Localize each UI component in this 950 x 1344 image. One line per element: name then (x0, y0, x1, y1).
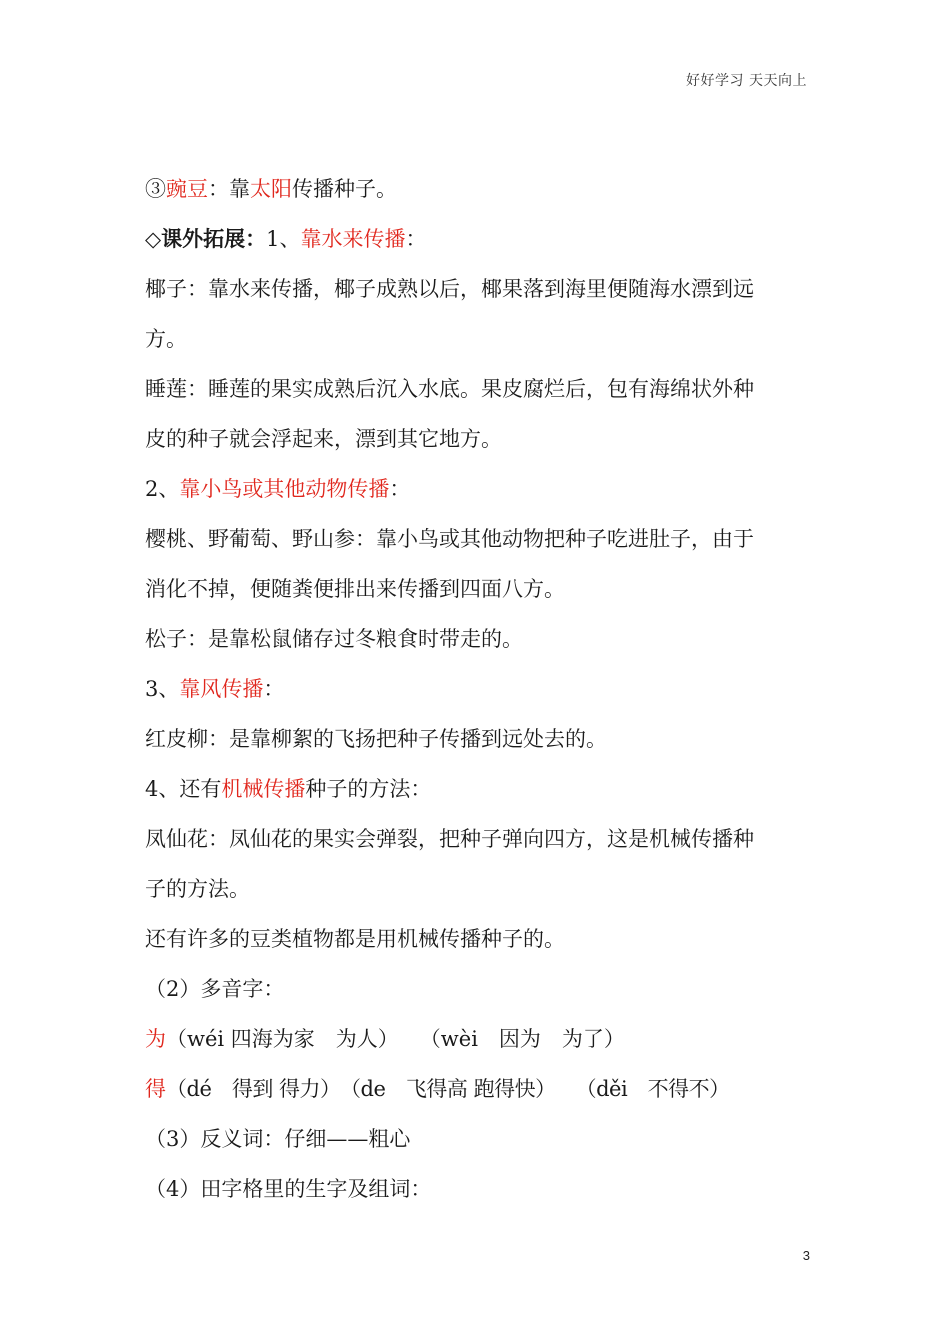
text-segment: ： (389, 477, 411, 501)
highlighted-term: 得 (145, 1077, 166, 1101)
highlighted-term: 机械传播 (221, 777, 306, 801)
highlighted-term: 为 (145, 1027, 166, 1051)
text-line (145, 470, 805, 520)
highlighted-term: 靠小鸟或其他动物传播 (179, 477, 390, 501)
text-segment: ：靠 (208, 177, 250, 201)
document-body (145, 170, 805, 1220)
text-segment: 消化不掉，便随粪便排出来传播到四面八方。 (145, 577, 565, 601)
text-segment: 樱桃、野葡萄、野山参：靠小鸟或其他动物把种子吃进肚子，由于 (145, 527, 754, 551)
text-line (145, 720, 805, 770)
text-segment: 椰子：靠水来传播，椰子成熟以后，椰果落到海里便随海水漂到远 (145, 277, 754, 301)
text-line (145, 520, 805, 570)
highlighted-term: 靠水来传播 (300, 227, 406, 251)
page-header: 好好学习 天天向上 (686, 73, 807, 89)
text-line (145, 1170, 805, 1220)
text-line (145, 870, 805, 920)
text-segment: 睡莲：睡莲的果实成熟后沉入水底。果皮腐烂后，包有海绵状外种 (145, 377, 754, 401)
highlighted-term: 豌豆 (166, 177, 208, 201)
text-segment: 3、 (145, 677, 180, 701)
highlighted-term: 太阳 (250, 177, 292, 201)
text-segment: 2、 (145, 477, 180, 501)
text-segment: ： (405, 227, 427, 251)
text-segment: 方。 (145, 327, 187, 351)
text-line (145, 320, 805, 370)
text-segment: ③ (145, 177, 166, 201)
text-segment: 种子的方法： (305, 777, 432, 801)
text-segment: 还有许多的豆类植物都是用机械传播种子的。 (145, 927, 565, 951)
text-line (145, 370, 805, 420)
text-line (145, 920, 805, 970)
text-line (145, 170, 805, 220)
text-segment: 皮的种子就会浮起来，漂到其它地方。 (145, 427, 502, 451)
text-line (145, 570, 805, 620)
page-number: 3 (802, 1248, 810, 1263)
text-line (145, 220, 805, 270)
text-segment: 凤仙花：凤仙花的果实会弹裂，把种子弹向四方，这是机械传播种 (145, 827, 754, 851)
text-segment: （dé 得到 得力） （de 飞得高 跑得快） （děi 不得不） (166, 1077, 730, 1101)
highlighted-term: 靠风传播 (179, 677, 264, 701)
text-segment: （wéi 四海为家 为人） （wèi 因为 为了） (166, 1027, 625, 1051)
text-line (145, 1020, 805, 1070)
text-segment: 松子：是靠松鼠储存过冬粮食时带走的。 (145, 627, 523, 651)
section-heading: ◇课外拓展： (145, 226, 267, 251)
text-segment: 红皮柳：是靠柳絮的飞扬把种子传播到远处去的。 (145, 727, 607, 751)
text-line (145, 620, 805, 670)
text-line (145, 270, 805, 320)
text-segment: ： (263, 677, 285, 701)
text-line (145, 1120, 805, 1170)
text-segment: 传播种子。 (292, 177, 397, 201)
text-segment: （2）多音字： (145, 977, 285, 1001)
text-line (145, 420, 805, 470)
text-line (145, 1070, 805, 1120)
text-line (145, 770, 805, 820)
text-line (145, 670, 805, 720)
text-segment: （3）反义词：仔细——粗心 (145, 1127, 411, 1151)
text-line (145, 820, 805, 870)
text-segment: 1、 (266, 227, 301, 251)
text-line (145, 970, 805, 1020)
text-segment: （4）田字格里的生字及组词： (145, 1177, 432, 1201)
text-segment: 子的方法。 (145, 877, 250, 901)
text-segment: 4、还有 (145, 777, 222, 801)
